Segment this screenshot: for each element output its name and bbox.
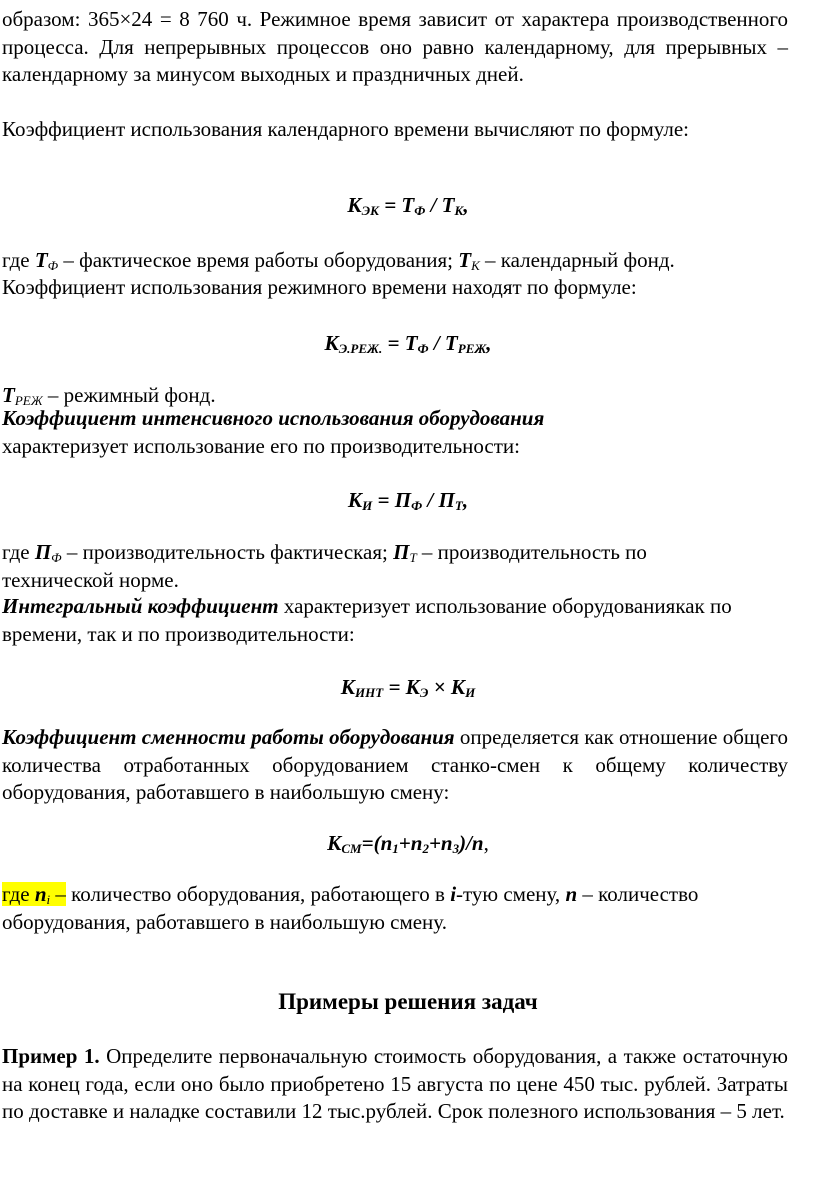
section-heading: Примеры решения задач — [278, 989, 538, 1014]
paragraph-formula3-legend: где $П_Ф$ – производительность фактическая; $П_Т$ – производительность по технической норме. — [2, 540, 647, 592]
paragraph-integral-coefficient: Интегральный коэффициент характеризует использование оборудованиякак по времени, так и по производительности: — [2, 594, 732, 646]
formula-k-i: $К_И = П_Ф / П_Т$, — [347, 488, 469, 513]
formula-k-int: $К_{ИНТ} = К_Э \times К_И$ — [340, 675, 476, 700]
paragraph-regime-time: образом: 365×24 = 8 760 ч. Режимное время зависит от характера производственного процесса. Для непрерывных процессов оно равно календарному, для прерывных – календарному за минусом выходных и праздничных дней. — [2, 7, 788, 86]
formula-k-sm: $К_{СМ}=(n_1+n_2+n_3)/n$, — [327, 831, 489, 856]
highlighted-text: где $n_i$ – — [2, 882, 66, 907]
paragraph-intensive-coefficient: Коэффициент интенсивного использования оборудования характеризует использование его по производительности: — [2, 406, 545, 458]
paragraph-formula1-legend: где $Т_Ф$ – фактическое время работы оборудования; $Т_К$ – календарный фонд. — [2, 248, 675, 273]
paragraph-shift-coefficient: Коэффициент сменности работы оборудования определяется как отношение общего количества отработанных оборудованием станко-смен к общему количеству оборудования, работавшего в наибольшую смену: — [2, 725, 789, 804]
paragraph-formula5-legend: где $n_i$ – количество оборудования, работающего в i-тую смену, n – количество оборудования, работавшего в наибольшую смену. — [2, 882, 699, 934]
paragraph-regime-coefficient-intro: Коэффициент использования режимного времени находят по формуле: — [2, 275, 637, 299]
paragraph-formula2-legend: $Т_{РЕЖ}$ – режимный фонд. — [2, 383, 216, 408]
formula-k-e-rezh: $К_{Э.РЕЖ.} = Т_Ф / Т_{РЕЖ}$, — [324, 331, 492, 356]
paragraph-calendar-coefficient-intro: Коэффициент использования календарного времени вычисляют по формуле: — [2, 117, 689, 141]
paragraph-example-1: Пример 1. Определите первоначальную стоимость оборудования, а также остаточную на конец года, если оно было приобретено 15 августа по цене 450 тыс. рублей. Затраты по доставке и наладке составили 12 тыс.рублей. Срок полезного использования – 5 лет. — [2, 1044, 788, 1123]
formula-k-ek: $К_{ЭК} = Т_Ф / Т_К$, — [347, 193, 469, 218]
